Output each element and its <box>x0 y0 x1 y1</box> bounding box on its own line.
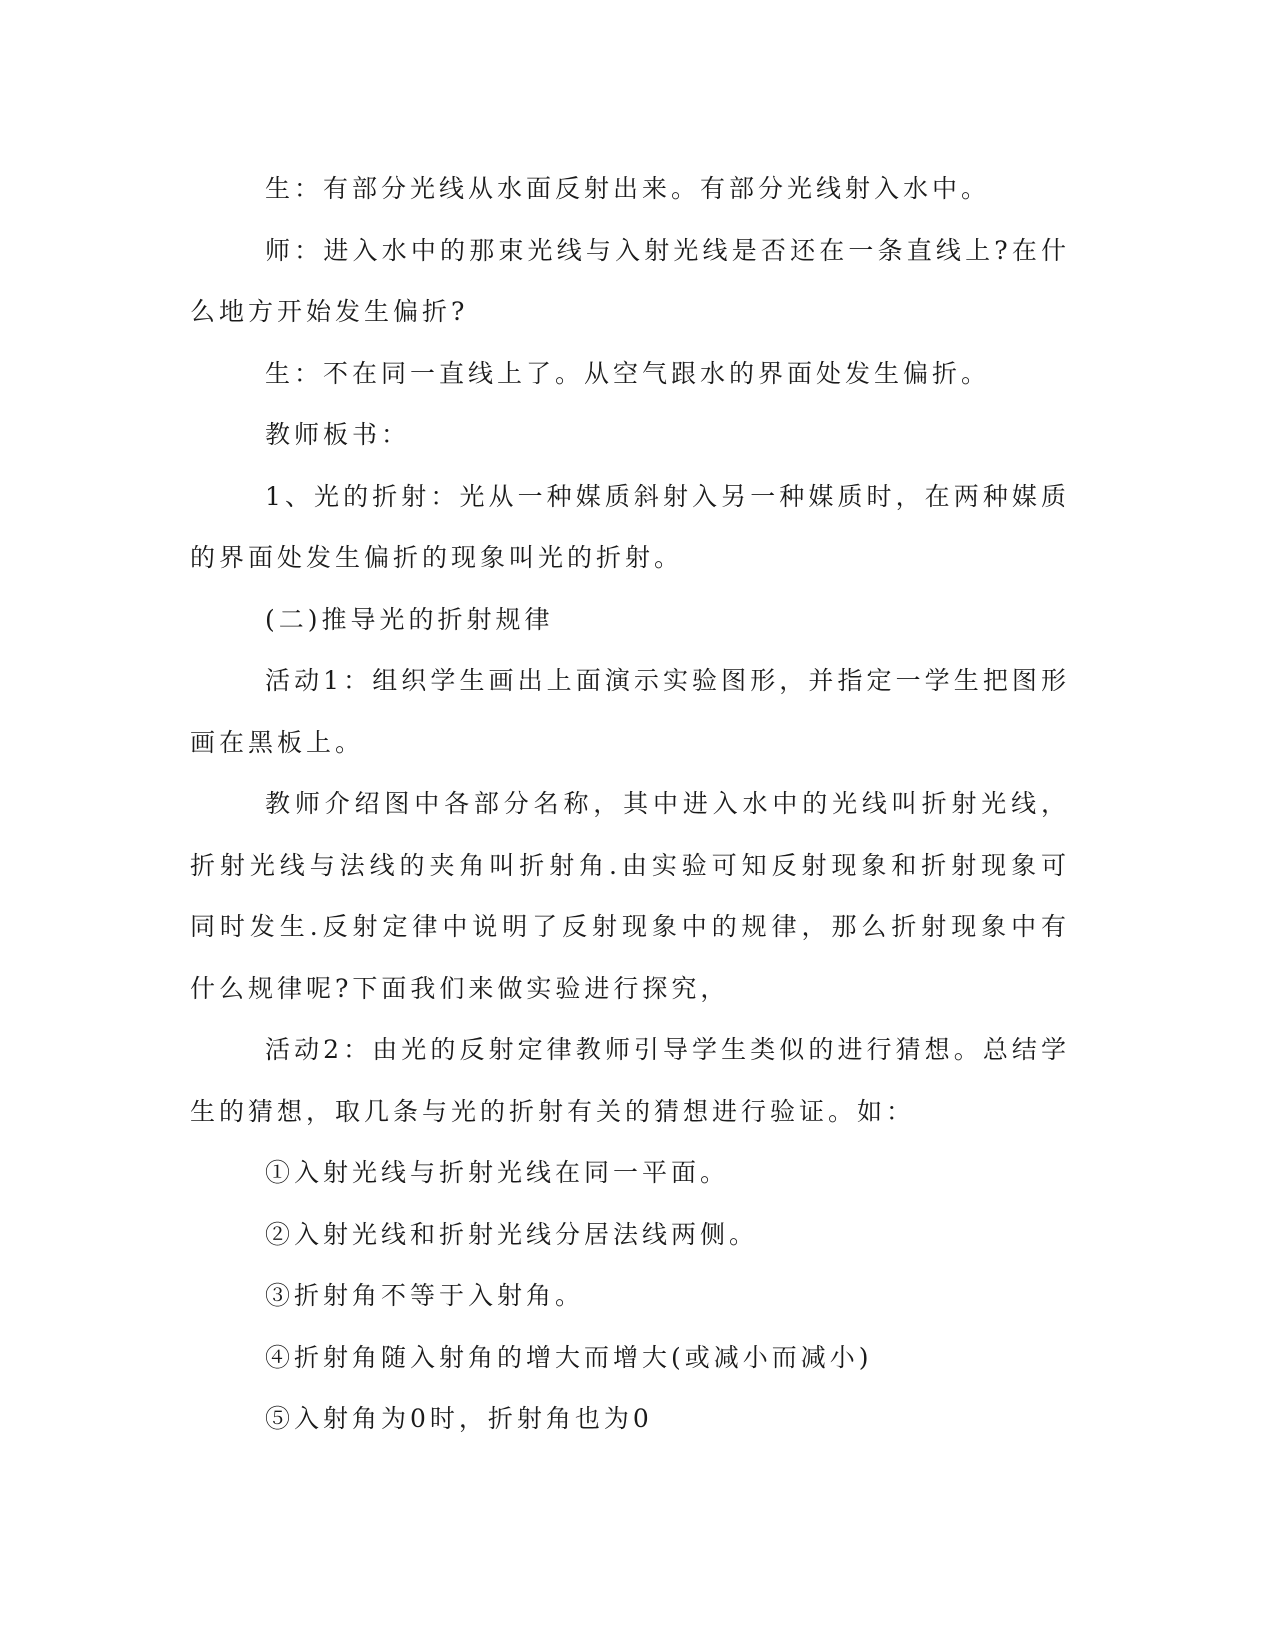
hypothesis-item-2: ②入射光线和折射光线分居法线两侧。 <box>265 1219 759 1249</box>
section-heading-refraction-law: (二)推导光的折射规律 <box>265 604 554 634</box>
paragraph-teacher-question: 师：进入水中的那束光线与入射光线是否还在一条直线上?在什么地方开始发生偏折? <box>190 235 1070 326</box>
hypothesis-item-1: ①入射光线与折射光线在同一平面。 <box>265 1158 730 1187</box>
paragraph-activity-1: 活动1：组织学生画出上面演示实验图形，并指定一学生把图形画在黑板上。 <box>190 666 1070 757</box>
document-body <box>190 158 1070 1450</box>
paragraph-student-answer-1: 生：有部分光线从水面反射出来。有部分光线射入水中。 <box>265 174 991 203</box>
paragraph-teacher-introduction: 教师介绍图中各部分名称，其中进入水中的光线叫折射光线，折射光线与法线的夹角叫折射角.由实验可知反射现象和折射现象可同时发生.反射定律中说明了反射现象中的规律，那么折射现象中有什么规律呢?下面我们来做实验进行探究， <box>190 789 1070 1003</box>
hypothesis-item-5: ⑤入射角为0时，折射角也为0 <box>265 1404 653 1433</box>
paragraph-student-answer-2: 生：不在同一直线上了。从空气跟水的界面处发生偏折。 <box>265 358 991 388</box>
paragraph-refraction-definition: 1、光的折射：光从一种媒质斜射入另一种媒质时，在两种媒质的界面处发生偏折的现象叫光的折射。 <box>190 481 1070 572</box>
paragraph-activity-2: 活动2：由光的反射定律教师引导学生类似的进行猜想。总结学生的猜想，取几条与光的折射有关的猜想进行验证。如： <box>190 1035 1070 1126</box>
paragraph-board-heading: 教师板书： <box>265 420 411 449</box>
hypothesis-item-3: ③折射角不等于入射角。 <box>265 1281 585 1310</box>
hypothesis-item-4: ④折射角随入射角的增大而增大(或减小而减小) <box>265 1342 873 1372</box>
